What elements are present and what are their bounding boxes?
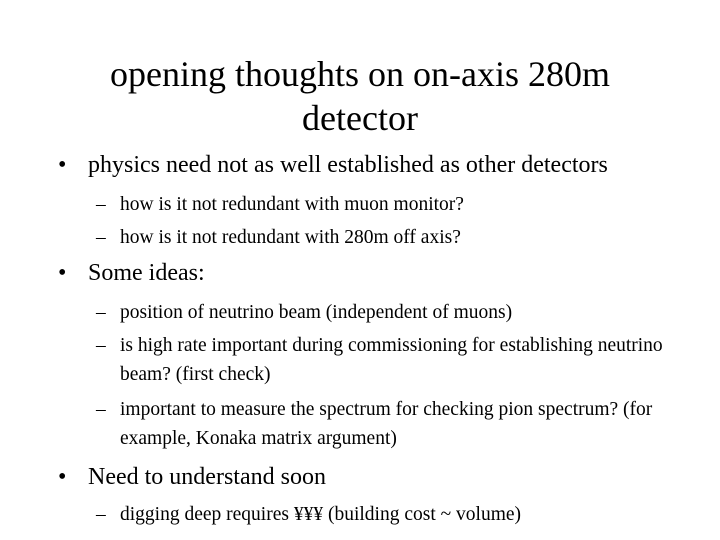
sub-bullet-dash: – [96, 504, 106, 525]
sub-bullet-text: is high rate important during commissioning for establishing neutrino beam? (first check) [120, 335, 663, 385]
bullet-text: Some ideas: [88, 260, 205, 286]
bullet-text: physics need not as well established as other detectors [88, 152, 608, 178]
sub-bullet-dash: – [96, 399, 106, 420]
sub-bullet-text: position of neutrino beam (independent of muons) [120, 302, 513, 323]
sub-bullet-text: important to measure the spectrum for checking pion spectrum? (for example, Konaka matrix argument) [120, 399, 653, 449]
title-line-1: opening thoughts on on-axis 280m [110, 54, 610, 94]
sub-bullet-dash: – [96, 227, 106, 248]
sub-bullet-dash: – [96, 302, 106, 323]
title-line-2: detector [302, 98, 418, 138]
sub-bullet-text: how is it not redundant with muon monitor? [120, 194, 464, 215]
bullet-dot: • [58, 260, 67, 286]
bullet-dot: • [58, 464, 67, 490]
sub-bullet-text: how is it not redundant with 280m off axis? [120, 227, 461, 248]
bullet-dot: • [58, 152, 67, 178]
sub-bullet-dash: – [96, 335, 106, 356]
sub-bullet-text: digging deep requires ¥¥¥ (building cost ~ volume) [120, 504, 522, 525]
sub-bullet-dash: – [96, 194, 106, 215]
slide-title [40, 52, 680, 140]
bullet-text: Need to understand soon [88, 464, 326, 490]
